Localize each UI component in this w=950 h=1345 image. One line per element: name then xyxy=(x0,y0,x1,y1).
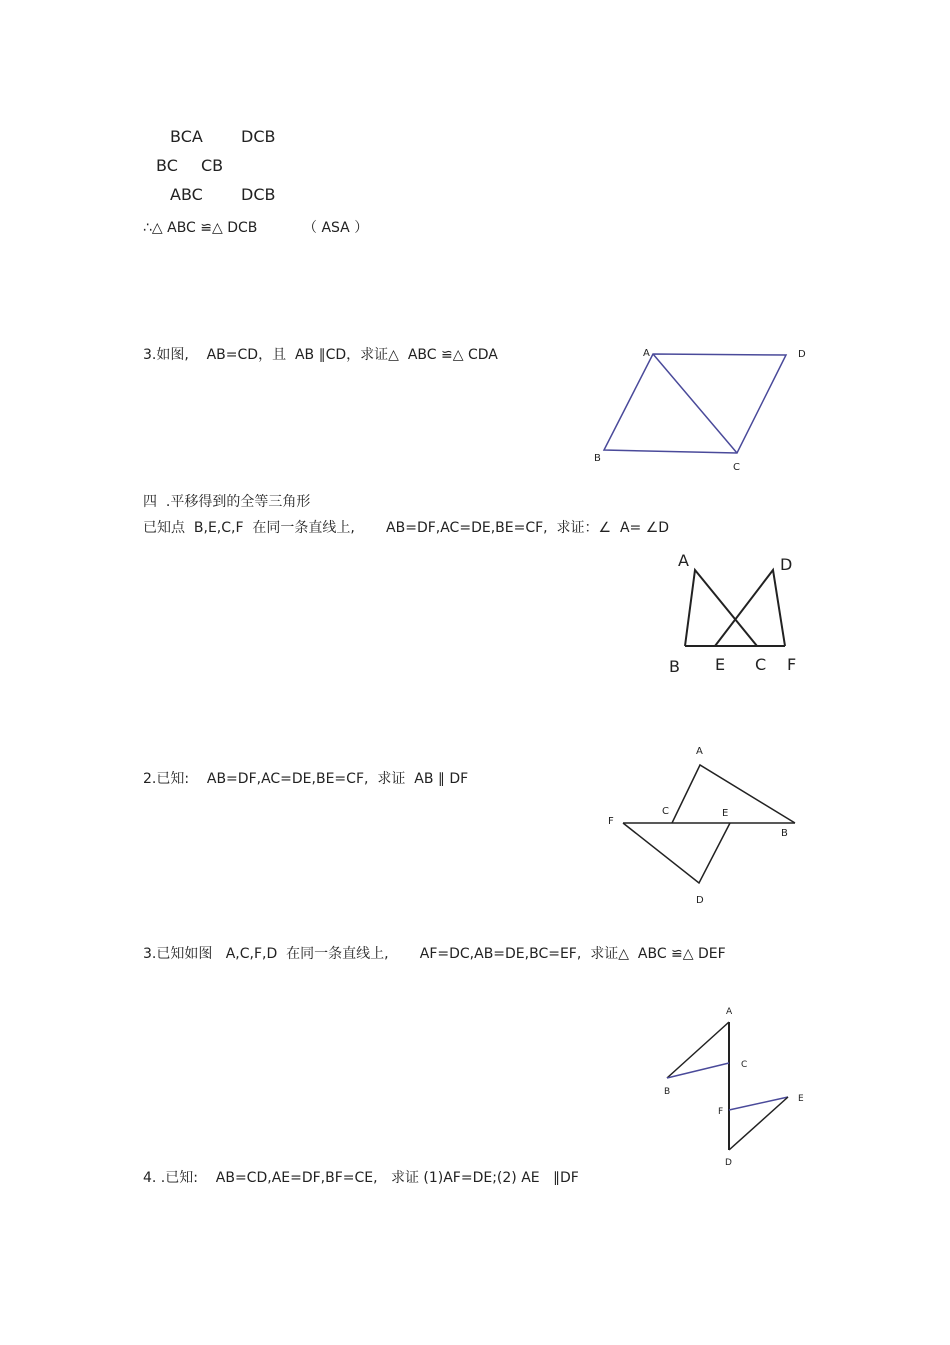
segment-ab xyxy=(667,1022,729,1078)
translation-figure-1 xyxy=(665,550,805,680)
label-a: A xyxy=(678,551,689,570)
label-e: E xyxy=(798,1094,804,1104)
label-d: D xyxy=(696,895,704,906)
label-b: B xyxy=(664,1087,671,1097)
label-b: B xyxy=(781,828,788,839)
label-d: D xyxy=(780,555,793,574)
translation-figure-3 xyxy=(655,1000,815,1170)
diagonal-ac xyxy=(653,354,737,453)
triangle-abc xyxy=(685,570,757,646)
section4-problem2: 2.已知: AB=DF,AC=DE,BE=CF, 求证 AB ∥ DF xyxy=(143,771,469,787)
section4-problem4: 4. .已知: AB=CD,AE=DF,BF=CE, 求证 (1)AF=DE;(2) AE ∥DF xyxy=(143,1170,579,1186)
label-d: D xyxy=(725,1158,732,1168)
label-d: D xyxy=(798,349,806,360)
proof-line2-b: CB xyxy=(201,156,224,175)
proof-conclusion: ∴△ ABC ≌△ DCB xyxy=(143,220,258,236)
label-c: C xyxy=(741,1060,748,1070)
translation-figure-2 xyxy=(600,740,810,910)
section4-heading: 四 .平移得到的全等三角形 xyxy=(143,494,311,510)
label-a: A xyxy=(696,746,703,757)
triangle-abc xyxy=(672,765,795,823)
section4-problem1: 已知点 B,E,C,F 在同一条直线上, AB=DF,AC=DE,BE=CF, 求证：∠ A= ∠D xyxy=(143,520,670,536)
triangle-def xyxy=(623,823,730,883)
label-b: B xyxy=(594,453,601,464)
label-f: F xyxy=(608,816,614,827)
parallelogram-figure xyxy=(590,340,820,475)
proof-line1-a: BCA xyxy=(170,127,203,146)
proof-line1-b: DCB xyxy=(241,127,276,146)
label-a: A xyxy=(643,348,650,359)
label-c: C xyxy=(733,462,740,473)
label-c: C xyxy=(662,806,669,817)
section4-problem3: 3.已知如图 A,C,F,D 在同一条直线上, AF=DC,AB=DE,BC=EF, 求证△ ABC ≌△ DEF xyxy=(143,946,726,962)
label-e: E xyxy=(722,808,729,819)
problem3-statement: 3.如图, AB=CD，且 AB ∥CD，求证△ ABC ≌△ CDA xyxy=(143,347,498,363)
proof-line3-a: ABC xyxy=(170,185,203,204)
label-a: A xyxy=(726,1007,733,1017)
label-b: B xyxy=(669,657,680,676)
segment-fe xyxy=(729,1097,788,1110)
label-e: E xyxy=(715,655,726,674)
label-f: F xyxy=(787,655,797,674)
label-f: F xyxy=(718,1107,724,1117)
proof-line2-a: BC xyxy=(156,156,178,175)
label-c: C xyxy=(755,655,767,674)
proof-line3-b: DCB xyxy=(241,185,276,204)
segment-ed xyxy=(729,1097,788,1150)
proof-reason: （ ASA ） xyxy=(303,220,369,236)
